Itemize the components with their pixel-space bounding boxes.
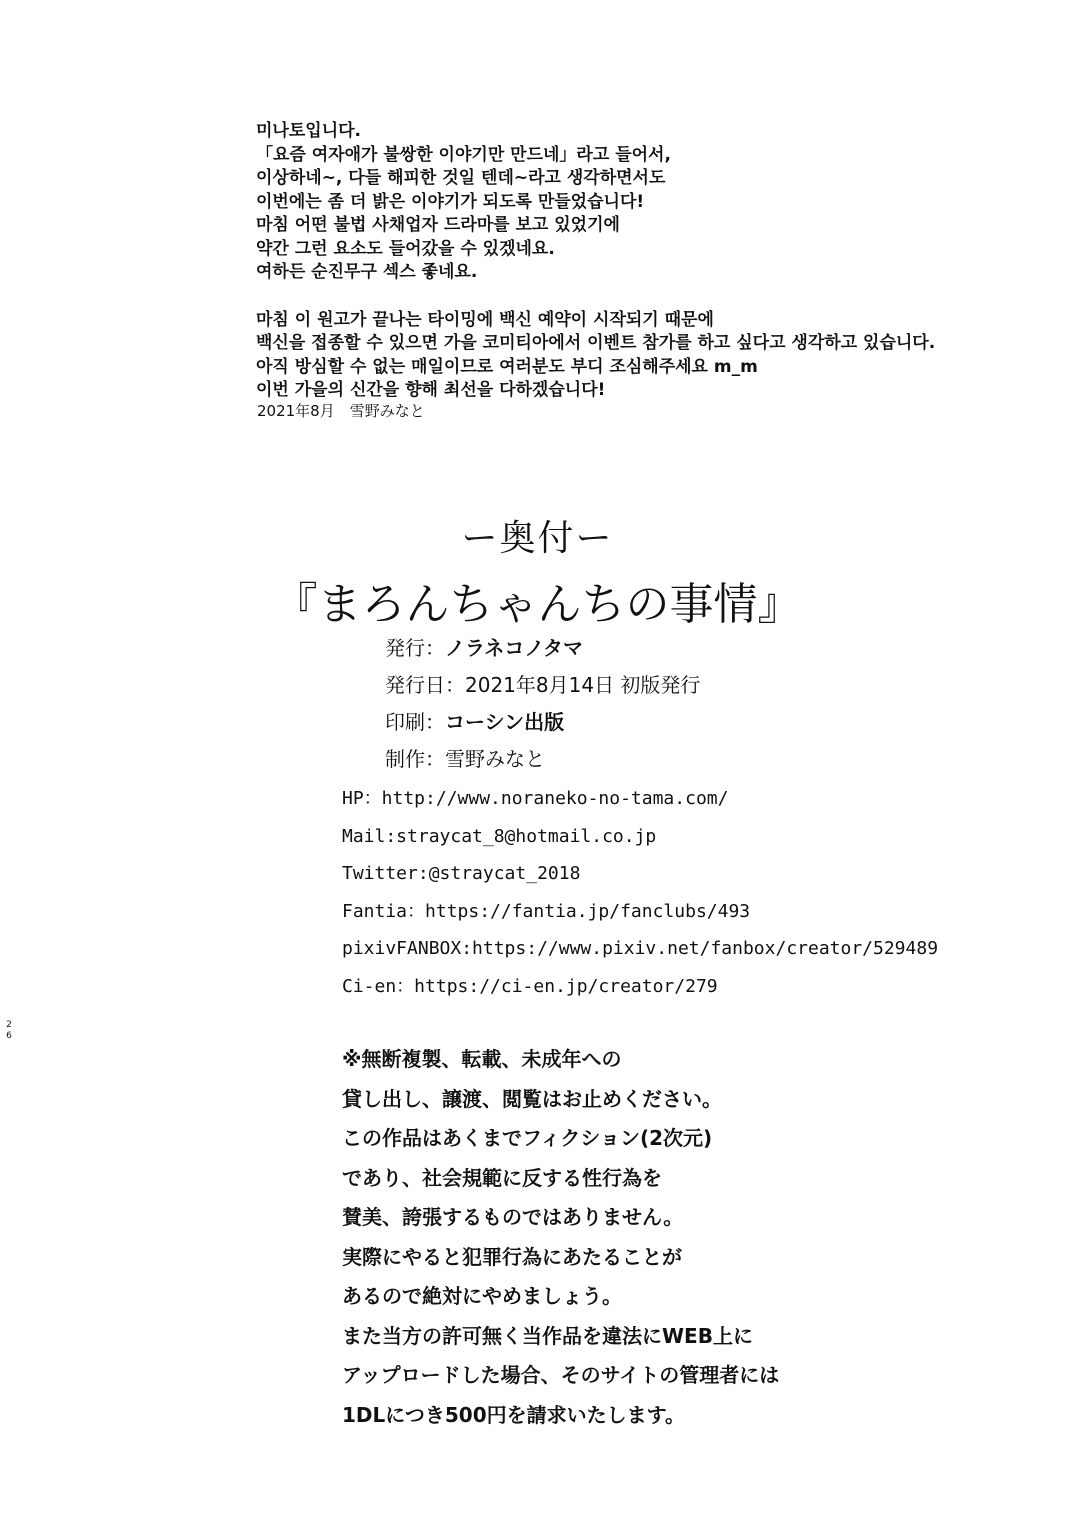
printer-label: 印刷： [385, 710, 445, 734]
mail-link: Mail:straycat_8@hotmail.co.jp [342, 825, 657, 847]
author-row [385, 741, 700, 778]
publisher-row [385, 630, 700, 667]
notice-line: ※無断複製、転載、未成年への [342, 1047, 622, 1071]
date-label: 発行日： [385, 673, 465, 697]
afterword-signature: 2021年8月 雪野みなと [257, 402, 425, 420]
afterword-line: 여하든 순진무구 섹스 좋네요. [256, 262, 478, 282]
notice-line: 実際にやると犯罪行為にあたることが [342, 1244, 682, 1269]
book-title: 『まろんちゃんちの事情』 [273, 579, 802, 630]
page-number [5, 1020, 13, 1042]
printer-row [385, 704, 700, 741]
afterword [256, 120, 956, 403]
colophon-details [385, 630, 700, 778]
page-number-digit: 6 [6, 1031, 12, 1041]
publisher-value: ノラネコノタマ [445, 636, 583, 660]
printer-value: コーシン出版 [445, 710, 565, 734]
afterword-line: 마침 어떤 불법 사채업자 드라마를 보고 있었기에 [256, 215, 620, 235]
publisher-label: 発行： [385, 636, 445, 660]
notice-line: あるので絶対にやめましょう。 [342, 1284, 622, 1308]
afterword-line: 미나토입니다. [256, 121, 361, 141]
author-label: 制作： [385, 747, 445, 771]
homepage-link: HP：http://www.noraneko-no-tama.com/ [342, 788, 729, 809]
notice-line: また当方の許可無く当作品を違法にWEB上に [342, 1323, 753, 1348]
notice-line: アップロードした場合、そのサイトの管理者には [342, 1363, 780, 1387]
notice-line: 賛美、誇張するものではありません。 [342, 1205, 684, 1229]
page-number-digit: 2 [6, 1020, 12, 1030]
afterword-line: 아직 방심할 수 없는 매일이므로 여러분도 부디 조심해주세요 m_m [256, 356, 758, 377]
legal-notice [342, 1040, 1002, 1435]
colophon-heading: ー奥付ー [461, 518, 614, 559]
afterword-line: 백신을 접종할 수 있으면 가을 코미티아에서 이벤트 참가를 하고 싶다고 생각하고 있습니다. [256, 333, 936, 353]
fanbox-link: pixivFANBOX:https://www.pixiv.net/fanbox/creator/529489 [342, 938, 939, 959]
date-row [385, 667, 700, 704]
afterword-line: 약간 그런 요소도 들어갔을 수 있겠네요. [256, 238, 555, 259]
twitter-link: Twitter:@straycat_2018 [342, 863, 581, 884]
date-value: 2021年8月14日 初版発行 [465, 673, 701, 697]
notice-line: この作品はあくまでフィクション(2次元) [342, 1126, 713, 1150]
afterword-line: 이번 가을의 신간을 향해 최선을 다하겠습니다! [256, 380, 606, 400]
fantia-link: Fantia：https://fantia.jp/fanclubs/493 [342, 900, 751, 922]
afterword-line: 이번에는 좀 더 밝은 이야기가 되도록 만들었습니다! [256, 191, 645, 212]
afterword-line: 마침 이 원고가 끝나는 타이밍에 백신 예약이 시작되기 때문에 [256, 309, 714, 330]
afterword-line: 이상하네~, 다들 해피한 것일 텐데~라고 생각하면서도 [256, 168, 666, 188]
author-value: 雪野みなと [445, 747, 545, 771]
paragraph-gap [256, 285, 956, 309]
contact-links [342, 780, 938, 1005]
afterword-line: 「요즘 여자애가 불쌍한 이야기만 만드네」라고 들어서, [256, 144, 671, 165]
notice-line: 貸し出し、譲渡、閲覧はお止めください。 [342, 1086, 722, 1111]
cien-link: Ci-en：https://ci-en.jp/creator/279 [342, 975, 718, 997]
notice-line: 1DLにつき500円を請求いたします。 [342, 1402, 686, 1427]
notice-line: であり、社会規範に反する性行為を [342, 1165, 662, 1190]
